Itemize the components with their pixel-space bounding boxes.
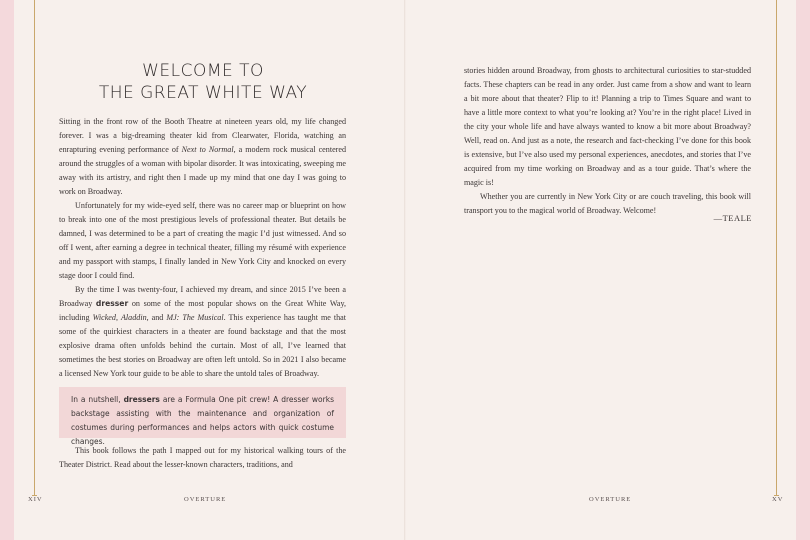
glossary-term: dresser bbox=[95, 299, 129, 308]
text-run: are a Formula One pit crew! A dresser works backstage assisting with the maintenance and organization of costumes during performances and helps actors with quick costume changes. bbox=[71, 395, 334, 446]
chapter-title bbox=[60, 60, 346, 104]
right-margin-rule bbox=[776, 0, 777, 495]
chapter-title-line2: THE GREAT WHITE WAY bbox=[98, 83, 308, 103]
text-run: , a modern rock musical centered around the struggles of a woman with bipolar disorder. It was intoxicating, sweeping me away with its artistry, and right then I made up my mind that one day I was going to work on Broadway. bbox=[59, 145, 346, 196]
text-run: on some of the most popular shows on the Great White Way, including bbox=[59, 299, 347, 322]
glossary-term: dressers bbox=[123, 395, 160, 404]
right-body-text bbox=[464, 64, 751, 218]
definition-callout bbox=[59, 387, 346, 446]
paragraph bbox=[59, 115, 346, 199]
page-number-right: XV bbox=[772, 496, 784, 503]
paragraph: Unfortunately for my wide-eyed self, there was no career map or blueprint on how to break into one of the most prestigious levels of professional theater. But details be damned, I was determined to be a part of creating the magic I’d just witnessed. And so off I went, after earning a degree in technical theater, filling my résumé with experience and my passport with stamps, I finally landed in New York City and knocked on every stage door I could find. bbox=[59, 201, 346, 280]
text-run: . This experience has taught me that some of the quirkiest characters in a theater are found backstage and that the most explosive drama often unfolds behind the curtain. Most of all, I’ve learned that sometimes the best stories on Broadway are often left untold. So in 2021 I also became a licensed New York tour guide to be able to share the untold tales of Broadway. bbox=[59, 313, 346, 378]
paragraph bbox=[59, 283, 346, 381]
paragraph: stories hidden around Broadway, from ghosts to architectural curiosities to star-studded facts. These chapters can be read in any order. Just came from a show and want to learn a bit more about that theater? Flip to it! Planning a trip to Times Square and want to have a little more context to what you’re looking at? You’re in the right place! Lived in the city your whole life and have always wanted to know a bit more about Broadway? Well, read on. And just as a note, the research and fact-checking I’ve done for this book is extensive, but I’ve also used my personal experiences, anecdotes, and stories that I’ve acquired from my time working on Broadway and as a tour guide. That’s where the magic is! bbox=[464, 66, 751, 187]
show-title: Next to Normal bbox=[181, 145, 234, 154]
paragraph: This book follows the path I mapped out for my historical walking tours of the Theater District. Read about the lesser-known characters, traditions, and bbox=[59, 446, 346, 469]
page-number-left: XIV bbox=[28, 496, 43, 503]
book-gutter bbox=[404, 0, 406, 540]
text-run: Sitting in the front row of the Booth Theatre at nineteen years old, my life changed forever. I was a big-dreaming theater kid from Clearwater, Florida, watching an enrapturing evening performance of bbox=[59, 117, 346, 154]
paragraph: Whether you are currently in New York City or are couch traveling, this book will transport you to the magical world of Broadway. Welcome! bbox=[464, 192, 751, 215]
show-title: MJ: The Musical bbox=[166, 313, 224, 322]
running-head-right: OVERTURE bbox=[589, 496, 632, 503]
author-signature: —TEALE bbox=[713, 213, 752, 223]
text-run: , and bbox=[146, 313, 167, 322]
text-run: In a nutshell, bbox=[71, 395, 124, 404]
show-title: Aladdin bbox=[120, 313, 147, 322]
left-body-text-continued bbox=[59, 444, 346, 472]
running-head-left: OVERTURE bbox=[184, 496, 227, 503]
show-title: Wicked bbox=[92, 313, 116, 322]
text-run: , bbox=[115, 313, 121, 322]
chapter-title-line1: WELCOME TO bbox=[142, 61, 264, 81]
left-margin-rule bbox=[34, 0, 35, 495]
left-body-text bbox=[59, 115, 346, 381]
text-run: By the time I was twenty-four, I achieved my dream, and since 2015 I’ve been a Broadway bbox=[59, 285, 346, 308]
